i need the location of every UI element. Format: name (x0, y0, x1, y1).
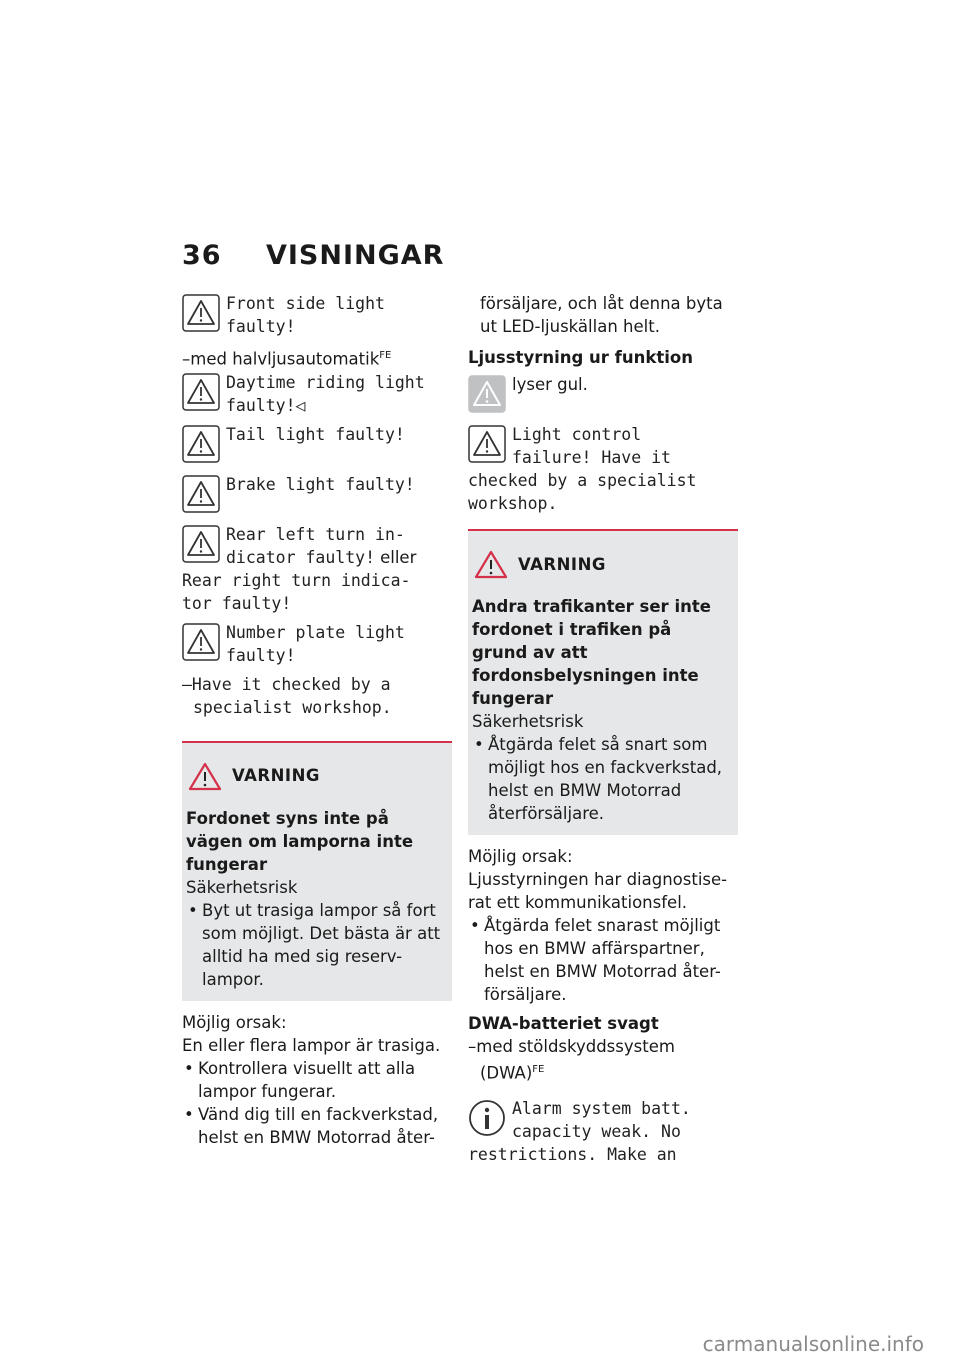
section-title: DWA-batteriet svagt (468, 1014, 659, 1033)
warning-triangle-icon (468, 425, 506, 463)
instruction-line: –Have it checked by a (182, 674, 391, 694)
page-number: 36 (182, 240, 222, 271)
message-turn-indicator (182, 523, 452, 615)
warning-heading: Andra trafikanter ser inte fordonet i trafiken på grund av att fordonsbelysningen inte fungerar (472, 597, 711, 708)
message-line: Light control (512, 425, 642, 444)
warning-risk: Säkerhetsrisk (186, 877, 298, 897)
warning-bullet: • Byt ut trasiga lampor så fort som möjligt. Det bästa är att alltid ha med sig reserv-lampor. (186, 899, 444, 991)
message-line: Tail light faulty! (226, 424, 405, 444)
warning-triangle-icon (182, 425, 220, 463)
watermark-url: carmanualsonline.info (702, 1332, 924, 1356)
action-bullet: • Vänd dig till en fackverkstad, helst en BMW Motorrad åter- (182, 1103, 452, 1149)
message-line: Daytime riding light (226, 372, 425, 392)
message-line: Front side light (226, 294, 385, 313)
page-title: VISNINGAR (265, 240, 445, 271)
section-title: Ljusstyrning ur funktion (468, 348, 693, 367)
message-line: workshop. (468, 494, 558, 513)
fe-superscript: FE (379, 350, 392, 361)
indicator-yellow (468, 373, 738, 417)
message-number-plate (182, 621, 452, 667)
message-front-side-light (182, 292, 452, 338)
warning-header (472, 545, 730, 583)
instruction-have-checked (182, 673, 452, 719)
message-line: failure! Have it (512, 448, 671, 467)
message-line: faulty! (226, 317, 296, 336)
message-tail-light (182, 423, 452, 467)
cause-label: Möjlig orsak: (182, 1012, 287, 1032)
condition-text: –med halvljusautomatik (182, 349, 380, 369)
indicator-text: lyser gul. (512, 375, 588, 394)
message-daytime-light (182, 371, 452, 417)
message-line: Number plate light (226, 622, 405, 642)
fe-superscript: FE (532, 1064, 545, 1075)
condition-text: –med stöldskyddssystem (DWA) (468, 1037, 675, 1083)
cause-text: En eller flera lampor är trasiga. (182, 1035, 441, 1055)
eller-text: eller (380, 547, 417, 567)
warning-heading: Fordonet syns inte på vägen om lamporna inte fungerar (186, 808, 414, 874)
message-light-control (468, 423, 738, 515)
message-line: checked by a specialist (468, 471, 697, 490)
message-line: Rear left turn in- (226, 524, 405, 544)
message-line: dicator faulty! (226, 547, 376, 567)
warning-risk: Säkerhetsrisk (472, 712, 584, 731)
instruction-line: specialist workshop. (193, 697, 392, 717)
action-bullet: • Åtgärda felet snarast möjligt hos en BMW affärspartner, helst en BMW Motorrad åter-försäljare. (468, 914, 738, 1006)
warning-box (182, 741, 452, 1001)
warning-triangle-icon (182, 294, 220, 332)
continued-text: försäljare, och låt denna byta ut LED-ljuskällan helt. (480, 294, 723, 336)
left-column (182, 292, 452, 1149)
warning-title: VARNING (232, 766, 320, 785)
warning-triangle-icon (472, 545, 510, 583)
warning-triangle-icon (186, 757, 224, 795)
message-line: Rear right turn indica- (182, 570, 411, 590)
message-line: Alarm system batt. (512, 1098, 691, 1118)
right-column (468, 292, 738, 1172)
warning-header (186, 757, 444, 795)
message-line: faulty! (226, 645, 296, 665)
info-icon (468, 1099, 506, 1137)
cause-text: Ljusstyrningen har diagnostise-rat ett kommunikationsfel. (468, 870, 728, 912)
message-line: capacity weak. No (512, 1121, 681, 1141)
message-line: tor faulty! (182, 593, 292, 613)
page-header (182, 240, 444, 271)
warning-triangle-icon (182, 475, 220, 513)
cause-label: Möjlig orsak: (468, 847, 573, 866)
warning-box (468, 529, 738, 835)
message-alarm-battery (468, 1097, 738, 1166)
action-bullet: • Kontrollera visuellt att alla lampor fungerar. (182, 1057, 452, 1103)
message-line: faulty!◁ (226, 395, 306, 415)
warning-triangle-icon (182, 623, 220, 661)
condition-auto-headlight (182, 344, 452, 371)
message-brake-light (182, 473, 452, 517)
message-line: Brake light faulty! (226, 474, 415, 494)
warning-triangle-icon (182, 373, 220, 411)
message-line: restrictions. Make an (468, 1144, 677, 1164)
warning-title: VARNING (518, 554, 606, 574)
warning-indicator-icon (468, 375, 506, 413)
warning-triangle-icon (182, 525, 220, 563)
warning-bullet: • Åtgärda felet så snart som möjligt hos en fackverkstad, helst en BMW Motorrad återförsäljare. (472, 733, 730, 825)
condition-dwa (468, 1035, 738, 1085)
